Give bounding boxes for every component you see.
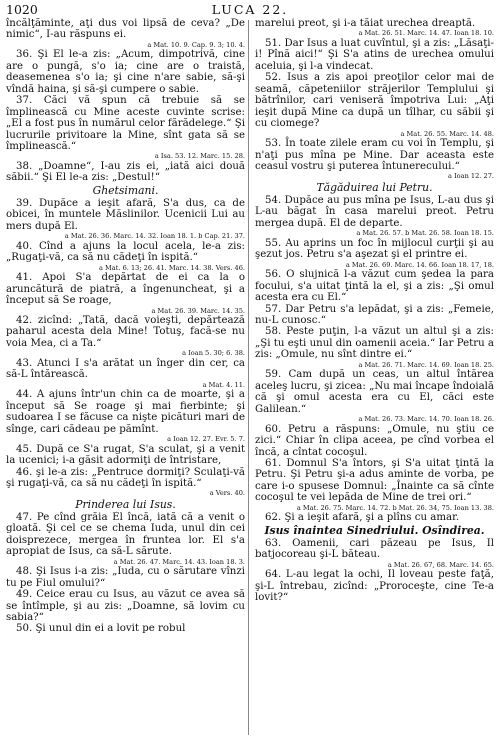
cross-reference: a Mat. 26. 71. Marc. 14. 69. Ioan 18. 25. [358,360,494,369]
column-divider [248,20,249,735]
verse: 53. În toate zilele eram cu voi în Templu, şi n'aţi pus mîna pe Mine. Dar aceasta este ceasul vostru şi puterea întunerecului.“ [255,138,494,172]
verse: 37. Căci vă spun că trebuie să se împlinească cu Mine aceste cuvinte scrise: „El a fost pus în numărul celor fărădelege.“ Şi lucrurile privitoare la Mine, sînt gata să se împlinească.“ [6,95,245,153]
verse-continuation: încălţăminte, aţi dus voi lipsă de ceva? „De nimic“, I-au răspuns ei. [6,18,245,41]
page-header [6,2,494,18]
verse: 54. Dupăce au pus mîna pe Isus, L-au dus şi L-au băgat în casa marelui preot. Petru mergea după. El de departe. [255,194,494,229]
verse: 55. Au aprins un foc în mijlocul curţii şi au şezut jos. Petru s'a aşezat şi el printre ei. [255,237,494,261]
verse: 51. Dar Isus a luat cuvîntul, şi a zis: „Lăsaţi-i! Pînă aici!“ Şi S'a atins de urechea omului aceluia, şi l-a vindecat. [255,37,494,72]
section-heading: Tăgăduirea lui Petru. [316,180,433,194]
running-title: LUCA 22. [211,2,289,17]
cross-reference: a Ioan 12. 27. [448,172,494,181]
cross-reference: a Mat. 26. 57. b Mat. 26. 58. Ioan 18. 15. [356,229,494,238]
left-column [6,18,245,635]
verse: 61. Domnul S'a întors, şi S'a uitat ţintă la Petru. Şi Petru şi-a adus aminte de vorba, pe care i-o spusese Domnul: „Înainte ca să cînte cocoşul te vei lepăda de Mine de trei ori.“ [255,458,494,504]
verse: 64. L-au legat la ochi, Il loveau peste faţă, şi-L întrebau, zicînd: „Proroceşte, cine Te-a lovit?“ [255,569,494,604]
cross-reference: a Vers. 40. [209,489,245,498]
right-column [255,18,494,604]
cross-reference: a Ioan 12. 27. Evr. 5. 7. [167,435,245,444]
cross-reference: a Mat. 26. 67, 68. Marc. 14. 65. [387,560,494,569]
cross-reference: a Mat. 26. 36. Marc. 14. 32. Ioan 18. 1. b Cap. 21. 37. [64,232,245,241]
verse: 36. Şi El le-a zis: „Acum, dimpotrivă, cine are o pungă, s'o ia; cine are o traistă, deasemenea s'o ia; şi cine n'are sabie, să-şi vîndă haina, şi să-şi cumpere o sabie. [6,49,245,95]
cross-reference: a Mat. 4. 11. [202,380,245,389]
cross-reference: a Isa. 53. 12. Marc. 15. 28. [154,152,245,161]
verse: 52. Isus a zis apoi preoţilor celor mai de seamă, căpeteniilor străjerilor Templului şi bătrînilor, cari veniseră împotriva Lui: „Aţi ieşit după Mine ca după un tîlhar, cu săbii şi cu ciomege? [255,72,494,130]
verse: 46. şi le-a zis: „Pentruce dormiţi? Sculaţi-vă şi rugaţi-vă, ca să nu cădeţi în ispită.“ [6,466,245,489]
cross-reference: a Ioan 5. 30; 6. 38. [182,349,245,358]
verse: 58. Peste puţin, l-a văzut un altul şi a zis: „Şi tu eşti unul din oamenii aceia.“ Iar Petru a zis: „Omule, nu sînt dintre ei.“ [255,326,494,361]
verse: 39. Dupăce a ieşit afară, S'a dus, ca de obicei, în muntele Măslinilor. Ucenicii Lui au mers după El. [6,197,245,232]
verse: 43. Atunci I s'a arătat un înger din cer, ca să-L întărească. [6,357,245,381]
cross-reference: a Mat. 26. 51. Marc. 14. 47. Ioan 18. 10. [358,29,494,38]
section-heading: Isus înaintea Sinedriului. Osîndirea. [264,523,485,537]
cross-reference: a Mat. 26. 69. Marc. 14. 66. Ioan 18. 17, 18. [345,260,494,269]
page-number: 1020 [6,2,38,17]
verse: 57. Dar Petru s'a lepădat, şi a zis: „Femeie, nu-L cunosc.“ [255,303,494,327]
verse: 48. Şi Isus i-a zis: „Iuda, cu o sărutare vînzi tu pe Fiul omului?“ [6,566,245,589]
section-heading: Ghetsimani. [92,183,159,197]
cross-reference: a Mat. 6. 13; 26. 41. Marc. 14. 38. Vers. 46. [99,263,245,272]
verse: 59. Cam după un ceas, un altul întărea aceleş lucru, şi zicea: „Nu mai încape îndoială că şi omul acesta era cu El, căci este Galilean.“ [255,369,494,415]
verse: 42. zicînd: „Tată, dacă voieşti, depărtează paharul acesta dela Mine! Totuş, facă-se nu voia Mea, ci a Ta.“ [6,315,245,349]
verse: 50. Şi unul din ei a lovit pe robul [16,623,186,635]
section-heading: Prinderea lui Isus. [75,497,176,511]
verse: 41. Apoi S'a depărtat de ei ca la o aruncătură de piatră, a îngenuncheat, şi a început să Se roage, [6,272,245,307]
cross-reference: a Mat. 10. 9. Cap. 9. 3; 10. 4. [147,40,245,49]
verse: 40. Cînd a ajuns la locul acela, le-a zis: „Rugaţi-vă, ca să nu cădeţi în ispită.“ [6,240,245,264]
verse: 45. După ce S'a rugat, S'a sculat, şi a venit la ucenici; i-a găsit adormiţi de întristare, [6,443,245,467]
verse: 62. Şi a ieşit afară, şi a plîns cu amar. [265,512,460,524]
verse: 56. O slujnică l-a văzut cum şedea la para focului, s'a uitat ţintă la el, şi a zis: „Şi omul acesta era cu El.“ [255,269,494,304]
cross-reference: a Mat. 26. 75. Marc. 14. 72. b Mat. 26. 34, 75. Ioan 13. 38. [296,503,494,512]
verse: 47. Pe cînd grăia El încă, iată că a venit o gloată. Şi cel ce se chema Iuda, unul din cei doisprezece, mergea în fruntea lor. El s'a apropiat de Isus, ca să-L sărute. [6,511,245,558]
verse: 44. A ajuns într'un chin ca de moarte, şi a început să Se roage şi mai fierbinte; şi sudoarea I se făcuse ca nişte picături mari de sînge, cari cădeau pe pămînt. [6,389,245,435]
cross-reference: a Mat. 26. 47. Marc. 14. 43. Ioan 18. 3. [113,557,245,566]
verse: 49. Ceice erau cu Isus, au văzut ce avea să se întîmple, şi au zis: „Doamne, să lovim cu sabia?“ [6,589,245,624]
cross-reference: a Mat. 26. 39. Marc. 14. 35. [151,306,245,315]
verse: 38. „Doamne“, I-au zis ei, „iată aici două săbii.“ Şi El le-a zis: „Destul!“ [6,160,245,184]
cross-reference: a Mat. 26. 55. Marc. 14. 48. [400,129,494,138]
verse-continuation: marelui preot, şi i-a tăiat urechea dreaptă. [255,18,476,29]
verse: 60. Petru a răspuns: „Omule, nu ştiu ce zici.“ Chiar în clipa aceea, pe cînd vorbea el încă, a cîntat cocoşul. [255,423,494,458]
verse: 63. Oamenii, cari păzeau pe Isus, Il batjocoreau şi-L băteau. [255,537,494,561]
cross-reference: a Mat. 26. 73. Marc. 14. 70. Ioan 18. 26. [358,415,494,424]
